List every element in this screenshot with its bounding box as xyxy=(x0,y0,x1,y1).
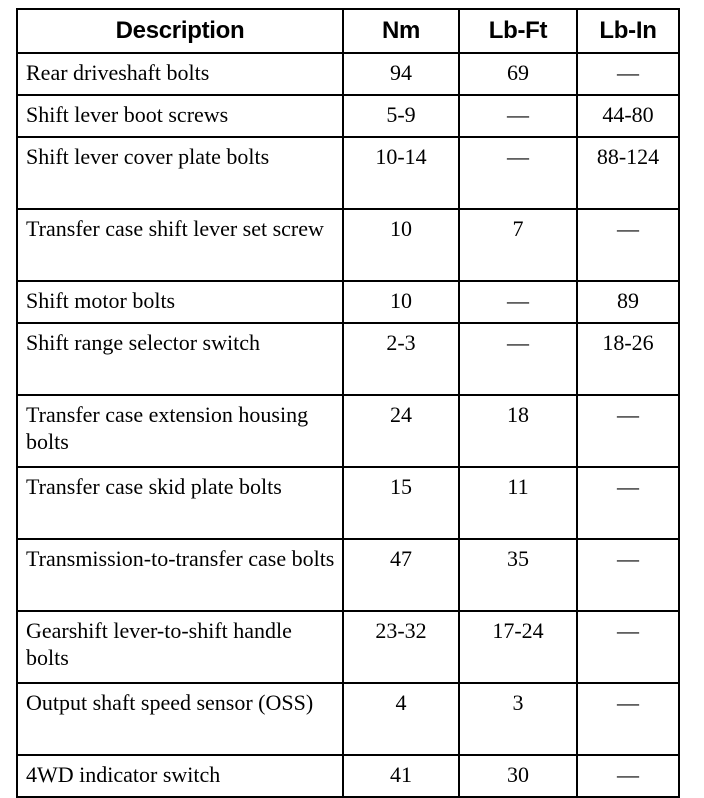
cell-lb-ft: 3 xyxy=(459,683,577,755)
table-row xyxy=(17,395,679,467)
table-row xyxy=(17,611,679,683)
cell-lb-in: — xyxy=(577,755,679,797)
cell-lb-ft: — xyxy=(459,95,577,137)
cell-nm: 5-9 xyxy=(343,95,459,137)
cell-lb-in: — xyxy=(577,611,679,683)
torque-spec-table xyxy=(16,8,680,798)
cell-description: 4WD indicator switch xyxy=(17,755,343,797)
cell-lb-in: — xyxy=(577,467,679,539)
table-row xyxy=(17,467,679,539)
cell-description: Transfer case skid plate bolts xyxy=(17,467,343,539)
cell-lb-in: 88-124 xyxy=(577,137,679,209)
table-row xyxy=(17,323,679,395)
cell-nm: 94 xyxy=(343,53,459,95)
cell-nm: 10-14 xyxy=(343,137,459,209)
cell-nm: 41 xyxy=(343,755,459,797)
cell-nm: 10 xyxy=(343,281,459,323)
cell-nm: 23-32 xyxy=(343,611,459,683)
cell-description: Transmission-to-transfer case bolts xyxy=(17,539,343,611)
cell-lb-ft: 7 xyxy=(459,209,577,281)
cell-lb-ft: — xyxy=(459,137,577,209)
cell-lb-in: 18-26 xyxy=(577,323,679,395)
cell-lb-ft: 17-24 xyxy=(459,611,577,683)
table-row xyxy=(17,539,679,611)
header-nm: Nm xyxy=(343,9,459,53)
cell-description: Shift lever boot screws xyxy=(17,95,343,137)
cell-nm: 24 xyxy=(343,395,459,467)
cell-lb-ft: 69 xyxy=(459,53,577,95)
table-row xyxy=(17,755,679,797)
cell-lb-ft: — xyxy=(459,281,577,323)
header-description: Description xyxy=(17,9,343,53)
table-row xyxy=(17,683,679,755)
cell-nm: 15 xyxy=(343,467,459,539)
cell-lb-in: — xyxy=(577,683,679,755)
table-header-row xyxy=(17,9,679,53)
cell-lb-ft: 18 xyxy=(459,395,577,467)
cell-description: Shift motor bolts xyxy=(17,281,343,323)
cell-lb-in: — xyxy=(577,395,679,467)
cell-nm: 4 xyxy=(343,683,459,755)
cell-nm: 47 xyxy=(343,539,459,611)
cell-description: Shift lever cover plate bolts xyxy=(17,137,343,209)
cell-lb-in: — xyxy=(577,539,679,611)
cell-description: Transfer case extension housing bolts xyxy=(17,395,343,467)
cell-lb-in: — xyxy=(577,209,679,281)
header-lb-in: Lb-In xyxy=(577,9,679,53)
cell-lb-ft: 35 xyxy=(459,539,577,611)
cell-lb-ft: 30 xyxy=(459,755,577,797)
cell-nm: 10 xyxy=(343,209,459,281)
cell-description: Shift range selector switch xyxy=(17,323,343,395)
table-row xyxy=(17,209,679,281)
cell-description: Transfer case shift lever set screw xyxy=(17,209,343,281)
cell-lb-ft: 11 xyxy=(459,467,577,539)
header-lb-ft: Lb-Ft xyxy=(459,9,577,53)
cell-description: Output shaft speed sensor (OSS) xyxy=(17,683,343,755)
cell-lb-in: 89 xyxy=(577,281,679,323)
cell-description: Rear driveshaft bolts xyxy=(17,53,343,95)
cell-nm: 2-3 xyxy=(343,323,459,395)
cell-lb-in: 44-80 xyxy=(577,95,679,137)
table-row xyxy=(17,95,679,137)
cell-description: Gearshift lever-to-shift handle bolts xyxy=(17,611,343,683)
cell-lb-in: — xyxy=(577,53,679,95)
table-row xyxy=(17,137,679,209)
table-row xyxy=(17,281,679,323)
cell-lb-ft: — xyxy=(459,323,577,395)
table-row xyxy=(17,53,679,95)
